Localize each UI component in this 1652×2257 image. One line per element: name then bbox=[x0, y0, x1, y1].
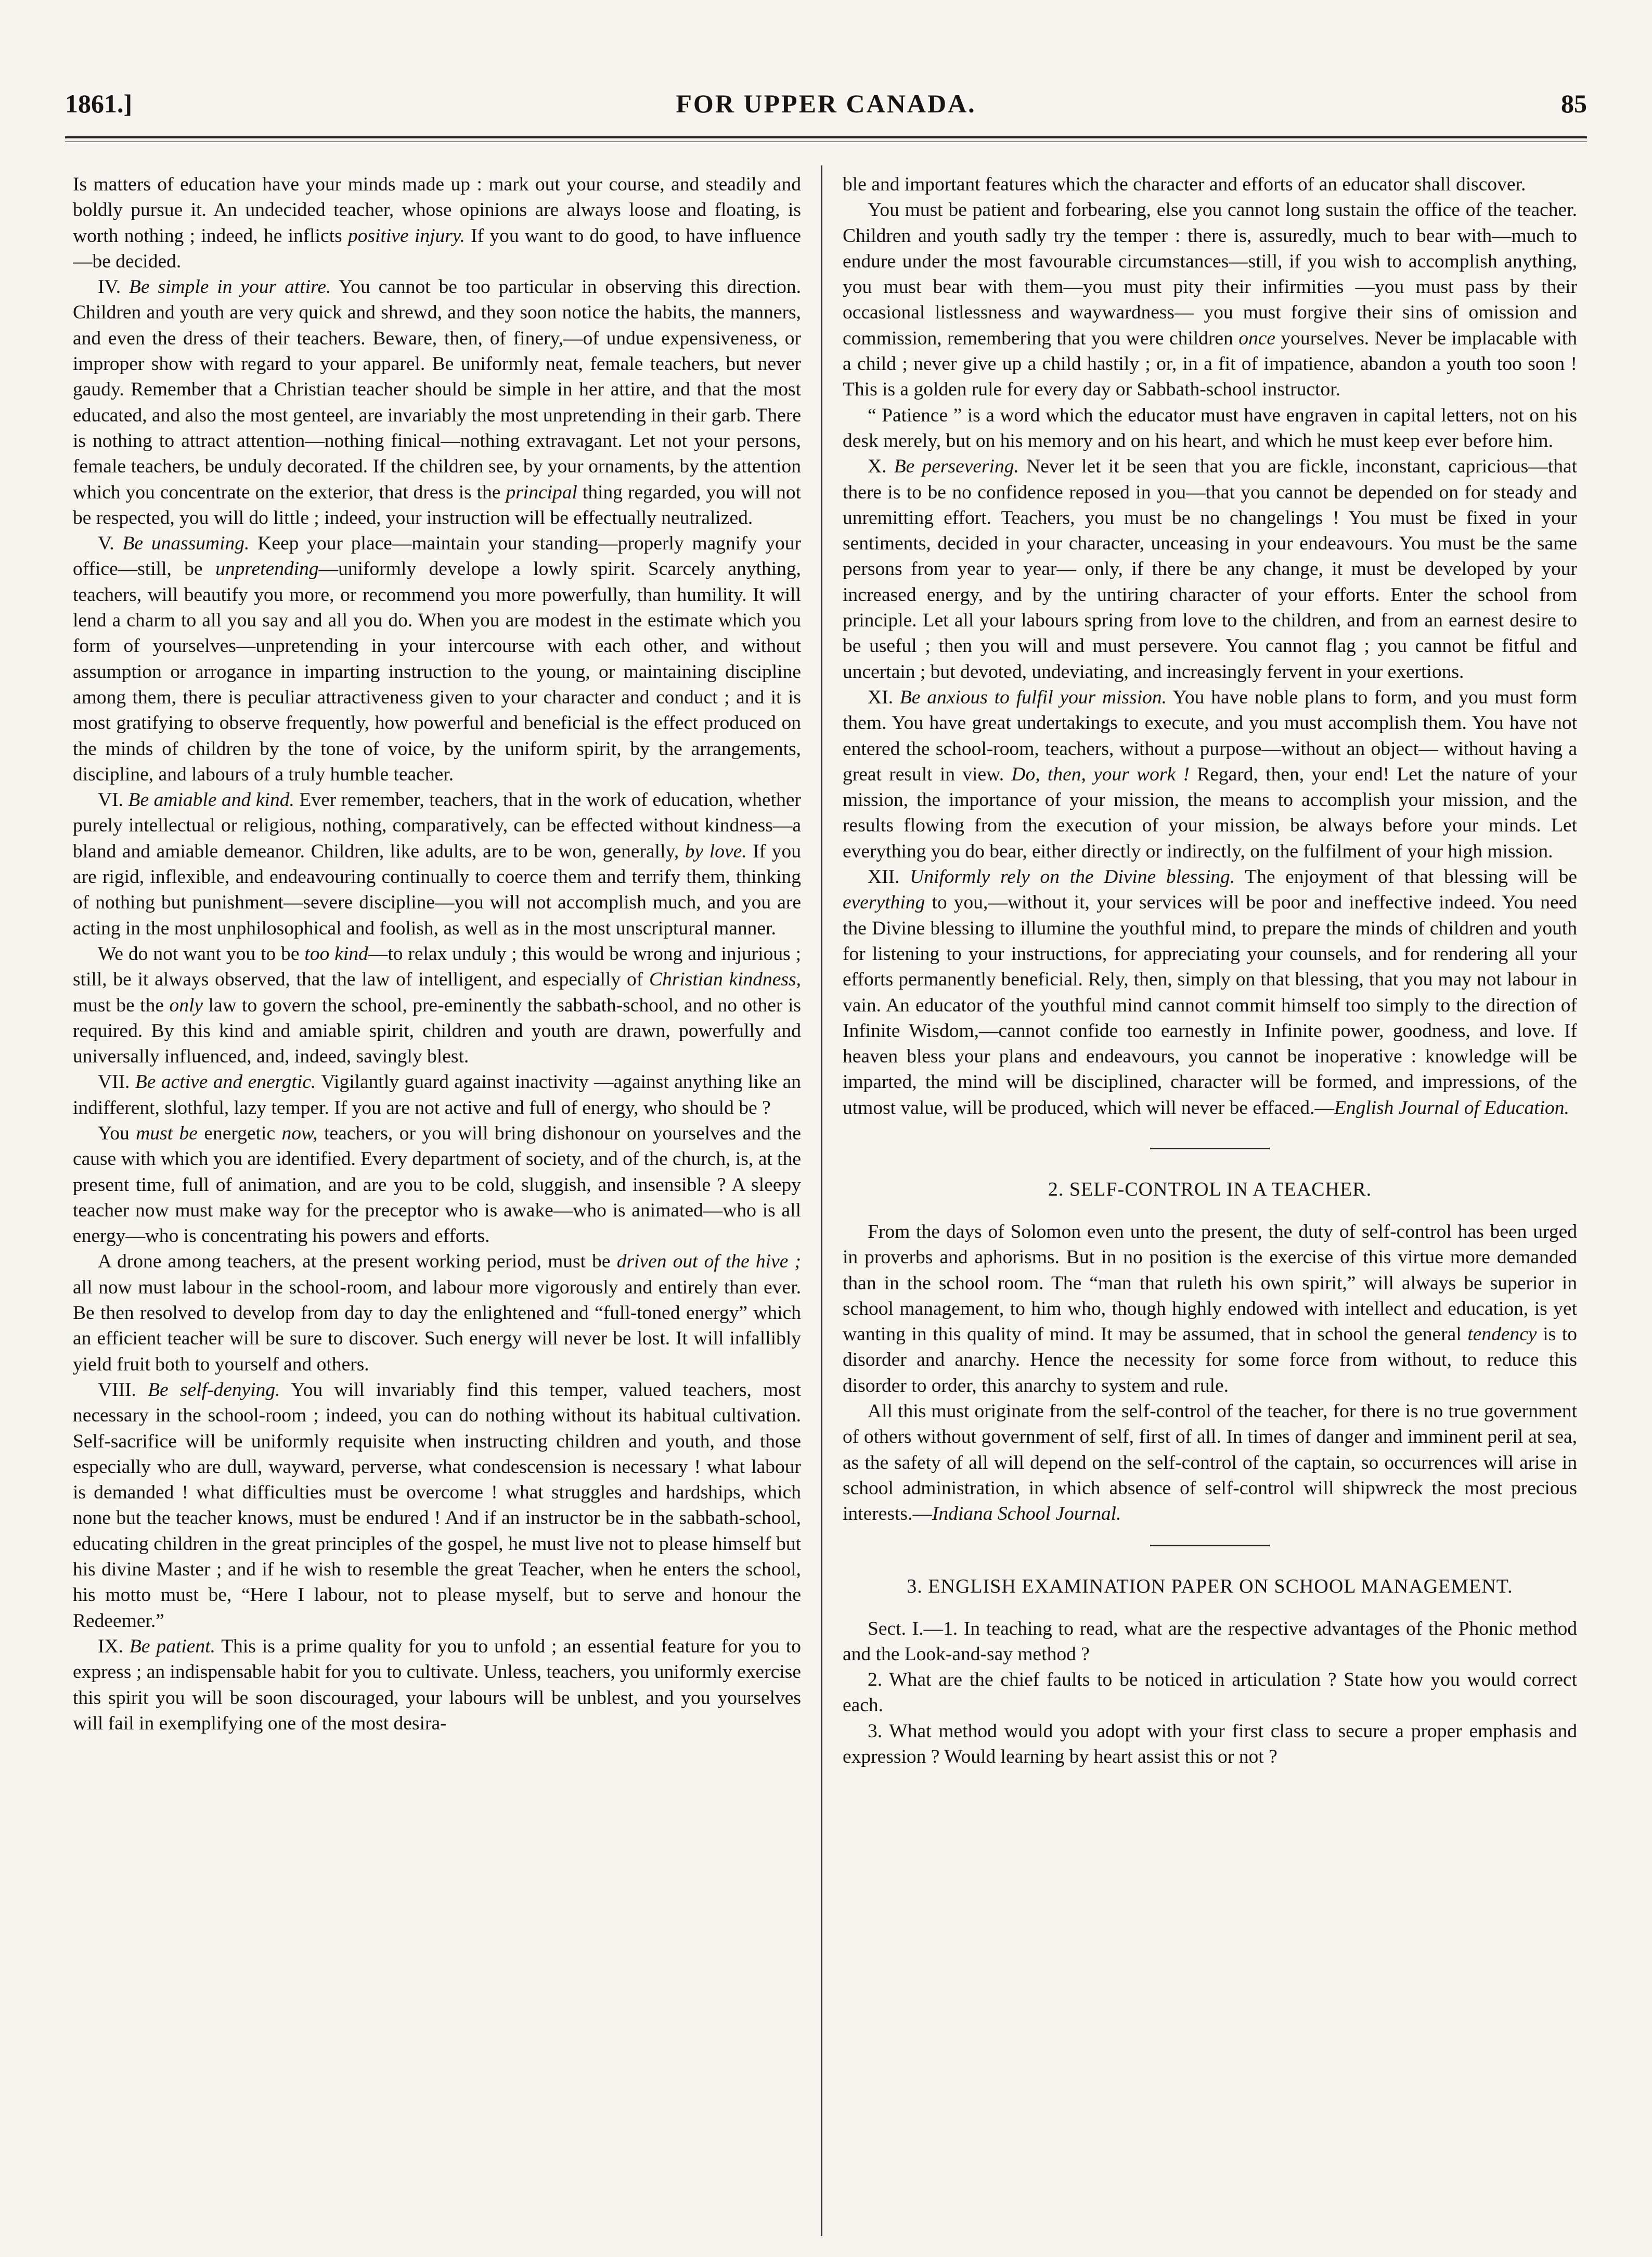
text-run: IV. bbox=[98, 276, 130, 298]
text-run: —uniformly develope a lowly spirit. Scarcely anything, teachers, will beautify you more, or recommend you more powerfully, than humility. It will lend a charm to all you say and all you do. When you are modest in the estimate which you form of yourselves—unpretending in your intercourse with each other, and without assumption or arrogance in imparting instruction to the young, or maintaining discipline among them, there is peculiar attractiveness given to your character and conduct ; and it is most gratifying to observe frequently, how powerful and beneficial is the effect produced on the minds of children by the tone of voice, by the uniform spirit, by the arrangements, discipline, and labours of a truly humble teacher. bbox=[73, 558, 801, 785]
text-run: ble and important features which the character and efforts of an educator shall discover. bbox=[843, 174, 1526, 195]
text-run: The enjoyment of that blessing will be bbox=[1235, 866, 1577, 888]
italic-text: principal bbox=[506, 481, 577, 503]
text-run: You must be patient and forbearing, else you cannot long sustain the office of the teacher. Children and youth sadly try the temper : there is, assuredly, much to bear with—much to endure under the most favourable circumstances—still, if you wish to accomplish anything, you must bear with them—you must pity their infirmities —you must pass by their occasional listlessness and waywardness— you must forgive their sins of omission and commission, remembering that you were children bbox=[843, 199, 1577, 349]
italic-text: English Journal of Education. bbox=[1334, 1097, 1569, 1119]
paragraph bbox=[73, 1121, 801, 1249]
text-run: Keep your place—maintain your standing—properly magnify your office—still, be bbox=[73, 533, 801, 580]
text-run: 2. What are the chief faults to be noticed in articulation ? State how you would correct each. bbox=[843, 1669, 1577, 1716]
italic-text: Be simple in your attire. bbox=[129, 276, 331, 298]
text-run: From the days of Solomon even unto the present, the duty of self-control has been urged in proverbs and aphorisms. But in no position is the exercise of this virtue more demanded than in the school room. The “man that ruleth his own spirit,” will always be superior in school management, to him who, though highly endowed with intellect and education, is yet wanting in this quality of mind. It may be assumed, that in school the general bbox=[843, 1221, 1577, 1345]
page-number: 85 bbox=[1561, 89, 1587, 118]
section-3-title: 3. ENGLISH EXAMINATION PAPER ON SCHOOL MANAGEMENT. bbox=[907, 1575, 1513, 1597]
italic-text: Be self-denying. bbox=[148, 1379, 280, 1401]
text-run: You will invariably find this temper, valued teachers, most necessary in the school-room ; indeed, you can do nothing without its habitual cultivation. Self-sacrifice will be uniformly requisite when instructing children and youth, and those especially who are dull, wayward, perverse, what condescension is necessary ! what labour is demanded ! what difficulties must be overcome ! what struggles and hardships, which none but the teacher knows, must be endured ! And if an instructor be in the sabbath-school, educating children in the great principles of the gospel, he must live not to please himself but his divine Master ; and if he wish to resemble the great Teacher, when he enters the school, his motto must be, “Here I labour, not to please myself, but to serve and honour the Redeemer.” bbox=[73, 1379, 801, 1632]
paragraph bbox=[843, 197, 1577, 402]
article-continuation bbox=[843, 172, 1577, 1121]
paragraph bbox=[73, 1377, 801, 1634]
paragraph bbox=[843, 1719, 1577, 1770]
text-run: Never let it be seen that you are fickle, inconstant, capricious—that there is to be no confidence reposed in you—that you cannot be depended on for steady and unremitting effort. Teachers, you must be no changelings ! You must be fixed in your sentiments, decided in your character, unceasing in your endeavours. You must be the same persons from year to year— only, if there be any change, it must be developed by your increased energy, and by the untiring character of your efforts. Enter the school from principle. Let all your labours spring from love to the children, and from an earnest desire to be useful ; then you will and must persevere. You cannot flag ; you cannot be fitful and uncertain ; but devoted, undeviating, and increasingly fervent in your exertions. bbox=[843, 456, 1577, 683]
italic-text: Indiana School Journal. bbox=[932, 1503, 1121, 1525]
text-run: You bbox=[98, 1122, 136, 1144]
paragraph bbox=[843, 864, 1577, 1121]
section-separator bbox=[1150, 1148, 1270, 1149]
paragraph bbox=[843, 1667, 1577, 1719]
italic-text: must be bbox=[136, 1122, 198, 1144]
paragraph bbox=[843, 172, 1577, 197]
text-run: “ Patience ” is a word which the educator must have engraven in capital letters, not on his desk merely, but on his memory and on his heart, and which he must keep ever before him. bbox=[843, 404, 1577, 452]
italic-text: Christian kindness, bbox=[649, 969, 801, 991]
paragraph bbox=[843, 1616, 1577, 1668]
paragraph bbox=[73, 1634, 801, 1736]
italic-text: Uniformly rely on the Divine blessing. bbox=[910, 866, 1235, 888]
text-run: —to relax unduly ; this would be wrong and injurious ; still, be it always observed, that the law of intelligent, and especially of bbox=[73, 943, 801, 991]
paragraph bbox=[73, 787, 801, 941]
text-run: Regard, then, your end! Let the nature of your mission, the importance of your mission, the means to accomplish your mission, and the results flowing from the execution of your mission, be always before your minds. Let everything you do bear, either directly or indirectly, on the fulfilment of your high mission. bbox=[843, 763, 1577, 862]
italic-text: everything bbox=[843, 892, 925, 914]
text-run: IX. bbox=[98, 1635, 130, 1657]
text-run: Is matters of education have your minds made up : mark out your course, and steadily and boldly pursue it. An undecided teacher, whose opinions are always loose and floating, is worth nothing ; indeed, he inflicts bbox=[73, 174, 801, 247]
text-run: Vigilantly guard against inactivity —against anything like an indifferent, slothful, lazy temper. If you are not active and full of energy, who should be ? bbox=[73, 1071, 801, 1119]
text-run: VII. bbox=[98, 1071, 135, 1093]
header-rule bbox=[65, 136, 1587, 138]
section-3-body bbox=[843, 1616, 1577, 1770]
column-divider bbox=[821, 165, 822, 2236]
text-run: must be the bbox=[73, 994, 170, 1016]
text-run: law to govern the school, pre-eminently the sabbath-school, and no other is required. By this kind and amiable spirit, children and youth are drawn, powerfully and universally influenced, and, indeed, savingly blest. bbox=[73, 994, 801, 1068]
text-run: V. bbox=[98, 533, 123, 555]
text-run: XII. bbox=[868, 866, 910, 888]
text-run: 3. What method would you adopt with your first class to secure a proper emphasis and expression ? Would learning by heart assist this or not ? bbox=[843, 1720, 1577, 1768]
italic-text: Be patient. bbox=[129, 1635, 215, 1657]
text-run: Ever remember, teachers, that in the work of education, whether purely intellectual or religious, nothing, comparatively, can be effected without kindness—a bland and amiable demeanor. Children, like adults, are to be won, generally, bbox=[73, 789, 801, 862]
text-run: energetic bbox=[197, 1122, 282, 1144]
italic-text: unpretending bbox=[215, 558, 319, 580]
italic-text: by love. bbox=[685, 840, 747, 862]
paragraph bbox=[73, 941, 801, 1069]
paragraph bbox=[73, 274, 801, 531]
text-run: Sect. I.—1. In teaching to read, what are the respective advantages of the Phonic method and the Look-and-say method ? bbox=[843, 1618, 1577, 1665]
page-year: 1861.] bbox=[65, 89, 133, 118]
italic-text: Be amiable and kind. bbox=[128, 789, 294, 811]
journal-title: FOR UPPER CANADA. bbox=[676, 89, 976, 118]
section-separator bbox=[1150, 1545, 1270, 1546]
paragraph bbox=[843, 454, 1577, 685]
paragraph bbox=[843, 403, 1577, 454]
text-run: You cannot be too particular in observing this direction. Children and youth are very quick and shrewd, and they soon notice the habits, the manners, and even the dress of their teachers. Beware, then, of finery,—of undue expensiveness, or improper show with regard to your apparel. Be uniformly neat, female teachers, but never gaudy. Remember that a Christian teacher should be simple in her attire, and that the most educated, and also the most genteel, are invariably the most unpretending in their garb. There is nothing to attract attention—nothing finical—nothing extravagant. Let not your persons, female teachers, be unduly decorated. If the children see, by your ornaments, by the attention which you concentrate on the exterior, that dress is the bbox=[73, 276, 801, 503]
italic-text: only bbox=[169, 994, 203, 1016]
italic-text: Be unassuming. bbox=[122, 533, 250, 555]
text-run: If you want to do good, to have influence—be decided. bbox=[73, 225, 801, 272]
text-run: to you,—without it, your services will be poor and ineffective indeed. You need the Divine blessing to illumine the youthful mind, to prepare the minds of children and youth for listening to your instructions, for appreciating your counsels, and for rendering all your efforts permanently beneficial. Rely, then, simply on that blessing, that you may not labour in vain. An educator of the youthful mind cannot commit himself too simply to the direction of Infinite Wisdom,—cannot confide too earnestly in Infinite power, goodness, and love. If heaven bless your plans and endeavours, you cannot be inoperative : knowledge will be imparted, the mind will be disciplined, character will be formed, and impressions, of the utmost value, will be produced, which will never be effaced.— bbox=[843, 892, 1577, 1119]
paragraph bbox=[843, 1219, 1577, 1399]
text-run: VI. bbox=[98, 789, 128, 811]
italic-text: Do, then, your work ! bbox=[1011, 763, 1190, 785]
italic-text: Be persevering. bbox=[894, 456, 1019, 478]
paragraph bbox=[73, 172, 801, 274]
text-run: A drone among teachers, at the present working period, must be bbox=[98, 1251, 617, 1273]
italic-text: too kind bbox=[304, 943, 368, 965]
text-run: VIII. bbox=[98, 1379, 148, 1401]
text-run: all now must labour in the school-room, and labour more vigorously and entirely than ever. Be then resolved to develop from day to day the enlightened and “full-toned energy” which an efficient teacher will be sure to discover. Such energy will never be lost. It will infallibly yield fruit both to yourself and others. bbox=[73, 1276, 801, 1375]
italic-text: Be active and energtic. bbox=[135, 1071, 316, 1093]
text-run: This is a prime quality for you to unfold ; an essential feature for you to express ; an indispensable habit for you to cultivate. Unless, teachers, you uniformly exercise this spirit you will be soon discouraged, your labours will be unblest, and you yourselves will fail in exemplifying one of the most desira- bbox=[73, 1635, 801, 1734]
text-run: teachers, or you will bring dishonour on yourselves and the cause with which you are identified. Every department of society, and of the church, is, at the present time, full of animation, and are you to be cold, sluggish, and insensible ? A sleepy teacher now must make way for the preceptor who is awake—who is animated—who is all energy—who is concentrating his powers and efforts. bbox=[73, 1122, 801, 1247]
left-column bbox=[73, 172, 801, 2241]
page-header bbox=[65, 88, 1587, 130]
paragraph bbox=[73, 1249, 801, 1377]
text-run: thing regarded, you will not be respected, you will do little ; indeed, your instruction will be effectually neutralized. bbox=[73, 481, 801, 529]
section-2-body bbox=[843, 1219, 1577, 1527]
text-run: All this must originate from the self-control of the teacher, for there is no true government of others without government of self, first of all. In times of danger and imminent peril at sea, as the safety of all will depend on the self-control of the captain, so occurrences will arise in school administration, in which absence of self-control will shipwreck the most precious interests.— bbox=[843, 1401, 1577, 1525]
italic-text: once bbox=[1238, 327, 1276, 349]
italic-text: Be anxious to fulfil your mission. bbox=[899, 686, 1167, 708]
right-column bbox=[843, 172, 1577, 2241]
italic-text: positive injury. bbox=[348, 225, 465, 247]
text-run: is to disorder and anarchy. Hence the necessity for some force from without, to reduce this disorder to order, this anarchy to system and rule. bbox=[843, 1324, 1577, 1396]
paragraph bbox=[843, 1399, 1577, 1527]
italic-text: driven out of the hive ; bbox=[616, 1251, 801, 1273]
italic-text: tendency bbox=[1467, 1324, 1537, 1345]
paragraph bbox=[843, 685, 1577, 864]
paragraph bbox=[73, 531, 801, 787]
text-run: We do not want you to be bbox=[98, 943, 305, 965]
paragraph bbox=[73, 1069, 801, 1121]
section-2-title: 2. SELF-CONTROL IN A TEACHER. bbox=[1048, 1178, 1372, 1200]
text-run: yourselves. Never be implacable with a child ; never give up a child hastily ; or, in a fit of impatience, abandon a youth too soon ! This is a golden rule for every day or Sabbath-school instructor. bbox=[843, 327, 1577, 401]
text-run: X. bbox=[868, 456, 894, 478]
italic-text: now, bbox=[281, 1122, 318, 1144]
text-run: You have noble plans to form, and you must form them. You have great undertakings to execute, and you must accomplish them. You have not entered the school-room, teachers, without a purpose—without an object— without having a great result in view. bbox=[843, 686, 1577, 785]
text-run: XI. bbox=[868, 686, 900, 708]
text-run: If you are rigid, inflexible, and endeavouring continually to coerce them and terrify them, thinking of nothing but punishment—severe discipline—you will not accomplish much, and you are acting in the most unphilosophical and foolish, as well as in the most unscriptural manner. bbox=[73, 840, 801, 939]
